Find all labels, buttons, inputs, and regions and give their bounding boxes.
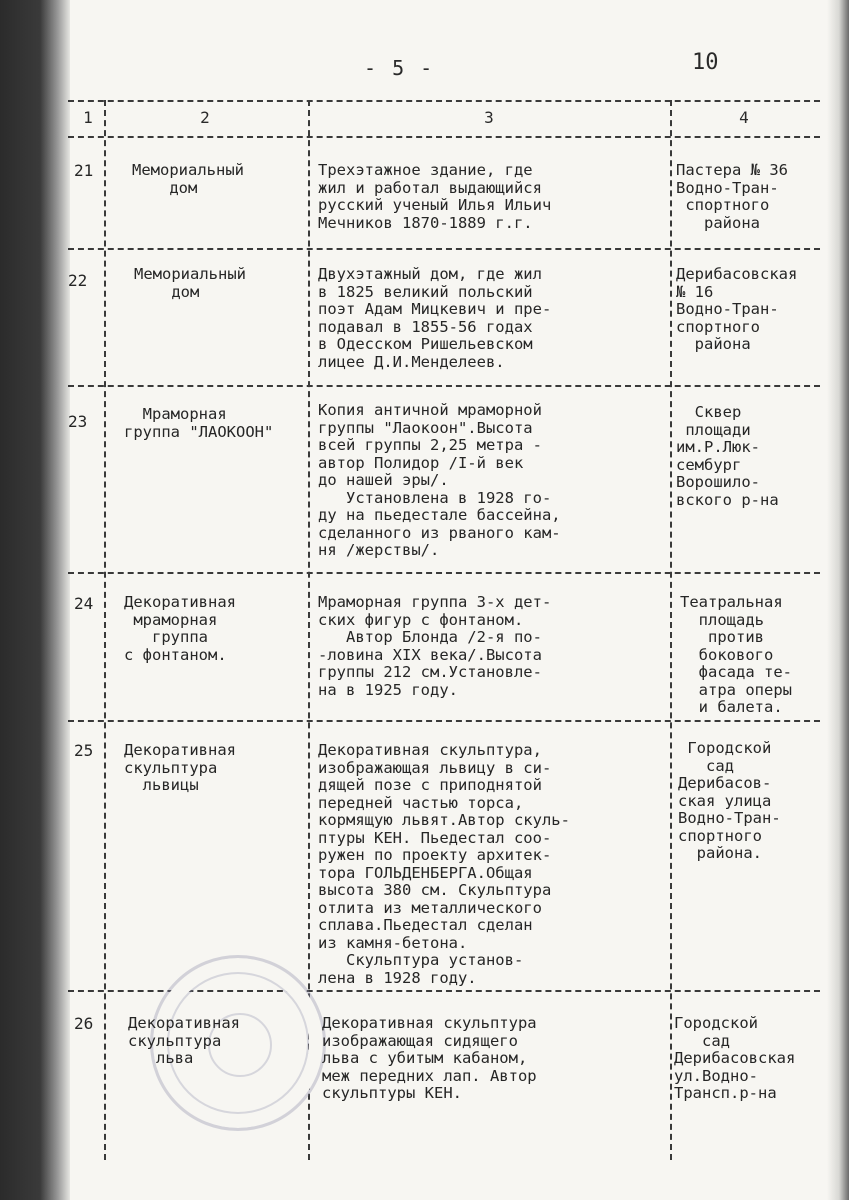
monument-location: Городской сад Дерибасов- ская улица Водно-Тран- спортного района.: [678, 739, 781, 862]
monument-description: Трехэтажное здание, где жил и работал выдающийся русский ученый Илья Ильич Мечников 1870-1889 г.г.: [318, 161, 552, 232]
monument-description: Декоративная скульптура изображающая сидящего льва с убитым кабаном, меж передних лап. Автор скульптуры КЕН.: [322, 1014, 537, 1102]
monument-description: Декоративная скульптура, изображающая львицу в си- дящей позе с приподнятой передней частью торса, кормящую львят.Автор скуль- птуры КЕН. Пьедестал соо- ружен по проекту архитек- тора ГОЛЬДЕНБЕРГА.Общая высота 380 см. Скульптура отлита из металлического сплава.Пьедестал сделан из камня-бетона. Скульптура установ- лена в 1928 году.: [318, 741, 570, 987]
row-number: 25: [74, 741, 94, 760]
monument-name: Декоративная мраморная группа с фонтаном.: [124, 593, 236, 664]
sheet-number: 10: [692, 50, 719, 75]
monument-description: Мраморная группа 3-х дет- ских фигур с фонтаном. Автор Блонда /2-я по- -ловина XIX века/.Высота группы 212 см.Установле- на в 1925 году.: [318, 593, 552, 699]
monument-location: Сквер площади им.Р.Люк- сембург Ворошило- вского р-на: [676, 403, 779, 509]
monument-name: Декоративная скульптура льва: [128, 1014, 240, 1067]
monument-description: Двухэтажный дом, где жил в 1825 великий польский поэт Адам Мицкевич и пре- подавал в 1855-56 годах в Одесском Ришельевском лицее Д.И.Менделеев.: [318, 265, 552, 371]
header-col-3: 3: [484, 108, 494, 127]
monument-description: Копия античной мраморной группы "Лаокоон".Высота всей группы 2,25 метра - автор Полидор /I-й век до нашей эры/. Установлена в 1928 го- ду на пьедестале бассейна, сделанного из рваного кам- ня /жерствы/.: [318, 401, 561, 559]
monument-location: Пастера № 36 Водно-Тран- спортного района: [676, 161, 788, 232]
table-top-rule: [68, 100, 820, 102]
scan-binding-edge: [0, 0, 70, 1200]
row-number: 22: [68, 271, 88, 290]
header-bottom-rule: [68, 136, 820, 138]
monument-location: Театральная площадь против бокового фасада те- атра оперы и балета.: [680, 593, 792, 716]
header-col-2: 2: [200, 108, 210, 127]
row-divider: [68, 248, 820, 250]
header-col-4: 4: [739, 108, 749, 127]
monument-name: Мраморная группа "ЛАОКООН": [124, 405, 274, 441]
monument-location: Городской сад Дерибасовская ул.Водно- Трансп.р-на: [674, 1014, 796, 1102]
monument-name: Декоративная скульптура львицы: [124, 741, 236, 794]
row-number: 26: [74, 1014, 94, 1033]
row-number: 24: [74, 594, 94, 613]
row-divider: [68, 572, 820, 574]
row-number: 21: [74, 161, 94, 180]
column-divider: [104, 100, 106, 1160]
page-number: - 5 -: [364, 56, 435, 80]
row-number: 23: [68, 412, 88, 431]
column-divider: [670, 100, 672, 1160]
monument-name: Мемориальный дом: [134, 265, 246, 301]
scan-right-edge: [827, 0, 849, 1200]
row-divider: [68, 720, 820, 722]
monument-name: Мемориальный дом: [132, 161, 244, 197]
header-col-1: 1: [83, 108, 93, 127]
row-divider: [68, 385, 820, 387]
monument-location: Дерибасовская № 16 Водно-Тран- спортного района: [676, 265, 798, 353]
